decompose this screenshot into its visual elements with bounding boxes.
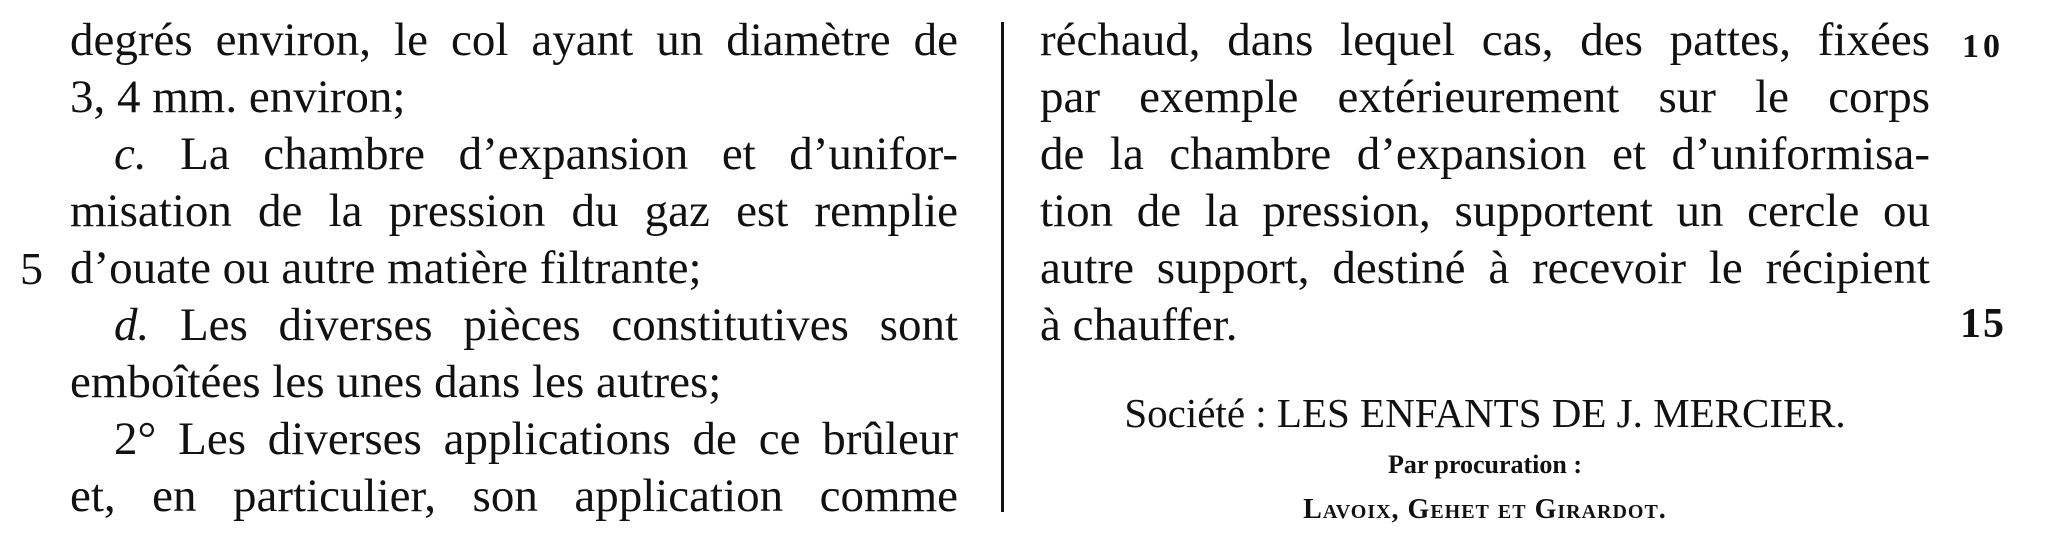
text-line-body: Les diverses applications de ce brûleur: [178, 413, 958, 465]
text-line-body: La chambre d’expansion et d’unifor-: [180, 128, 958, 180]
text-line: à chauffer.: [1040, 299, 1238, 351]
signature-company: Société : LES ENFANTS DE J. MERCIER.: [1124, 390, 1846, 436]
line-number-5: 5: [20, 243, 43, 294]
text-line: par exemple extérieurement sur le corps: [1040, 71, 1930, 123]
text-line: d’ouate ou autre matière filtrante;: [70, 242, 702, 294]
text-line: autre support, destiné à recevoir le récipient: [1040, 242, 1930, 294]
text-line: de la chambre d’expansion et d’uniformisa-: [1040, 128, 1930, 180]
text-line: 3, 4 mm. environ;: [70, 71, 406, 123]
item-marker: 2°: [114, 413, 157, 465]
text-line: réchaud, dans lequel cas, des pattes, fixées: [1040, 14, 1930, 66]
text-line: degrés environ, le col ayant un diamètre de: [70, 14, 958, 66]
signature-proxy: Par procuration :: [1387, 450, 1583, 479]
text-line: tion de la pression, supportent un cercle ou: [1040, 185, 1930, 237]
line-number-15: 15: [1960, 301, 2006, 347]
text-line: [70, 126, 958, 183]
text-line: et, en particulier, son application comme: [70, 470, 958, 522]
item-marker: c.: [114, 128, 147, 180]
signature-names: Lavoix, Gehet et Girardot.: [1303, 494, 1667, 525]
text-line: misation de la pression du gaz est remplie: [70, 185, 958, 237]
text-line: emboîtées les unes dans les autres;: [70, 356, 722, 408]
line-number-10: 10: [1962, 28, 2004, 65]
item-marker: d.: [114, 299, 150, 351]
left-column: [70, 12, 958, 525]
text-line: [70, 411, 958, 468]
column-divider: [1001, 22, 1004, 512]
text-line-body: Les diverses pièces constitutives sont: [179, 299, 958, 351]
text-line: [70, 297, 958, 354]
right-column: [1040, 12, 1930, 354]
